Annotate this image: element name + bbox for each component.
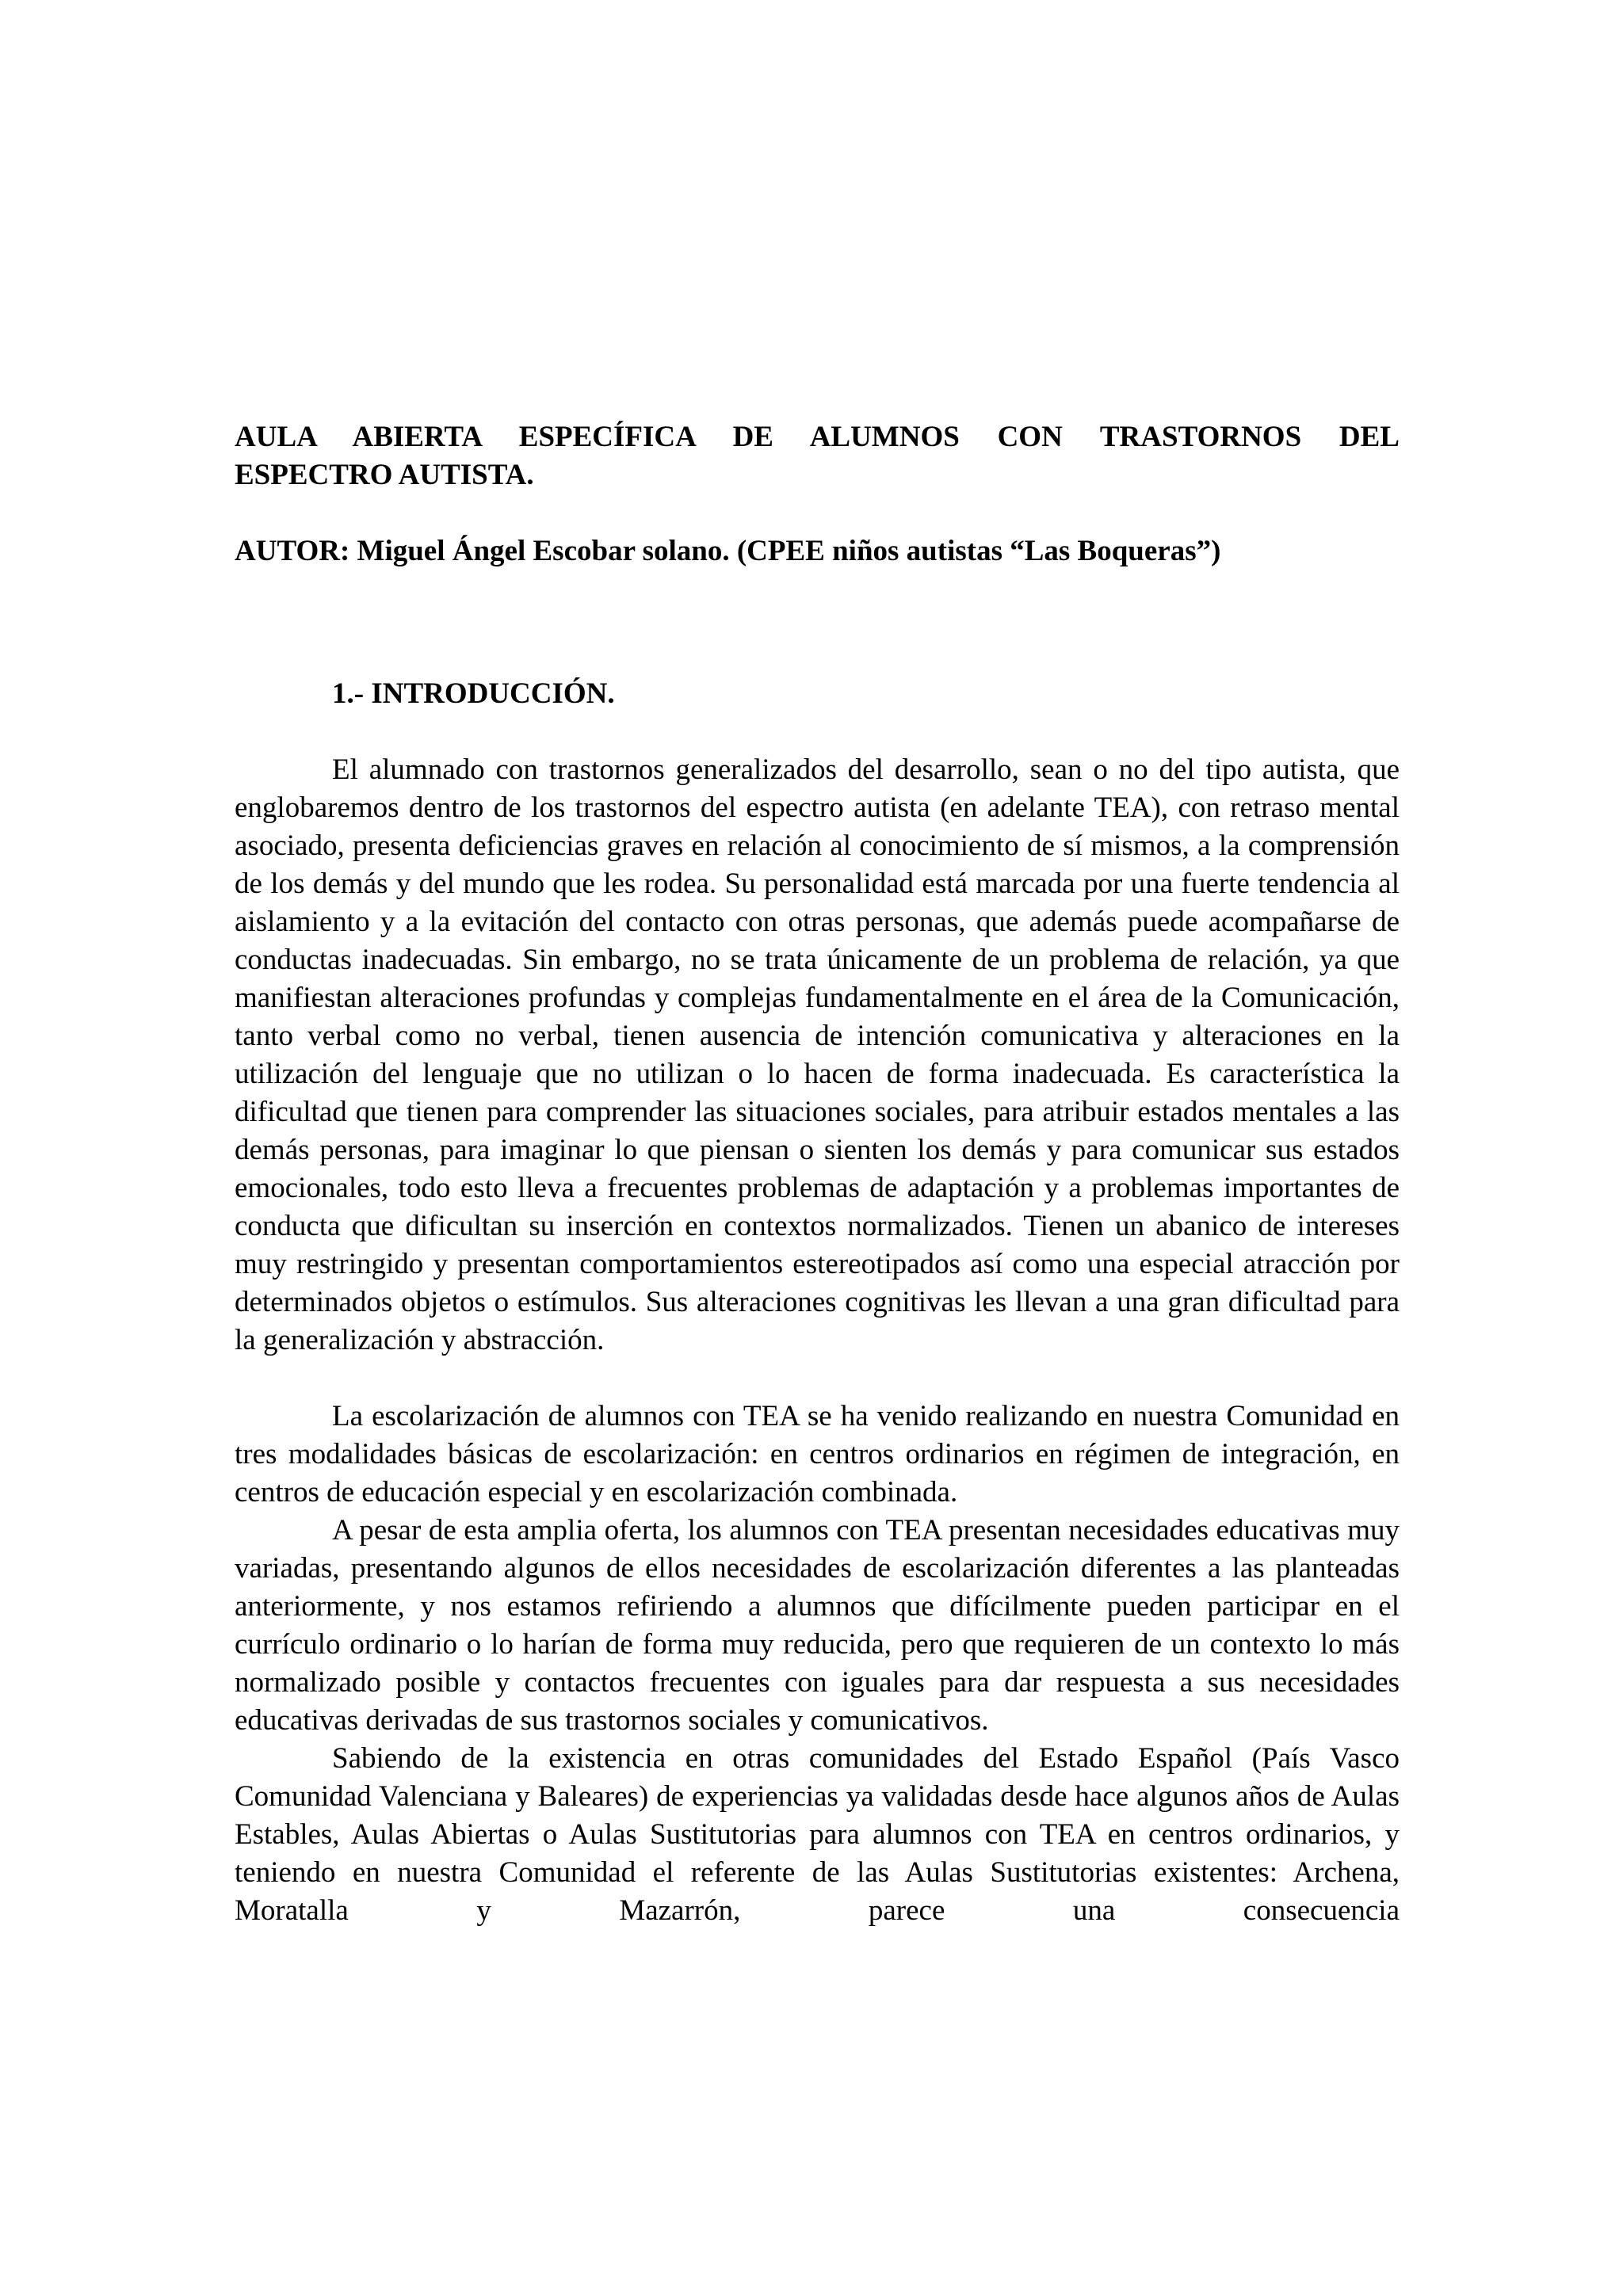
paragraph-2: La escolarización de alumnos con TEA se ha venido realizando en nuestra Comunidad en tres modalidades básicas de escolarización: en centros ordinarios en régimen de integración, en centros de educación especial y en escolarización combinada. (235, 1400, 1400, 1508)
document-title-line-1: AULA ABIERTA ESPECÍFICA DE ALUMNOS CON TRASTORNOS DEL (235, 421, 1400, 453)
section-heading-introduccion: 1.- INTRODUCCIÓN. (332, 677, 615, 710)
paragraph-1: El alumnado con trastornos generalizados del desarrollo, sean o no del tipo autista, que englobaremos dentro de los trastornos del espectro autista (en adelante TEA), con retraso mental asociado, presenta deficiencias graves en relación al conocimiento de sí mismos, a la comprensión de los demás y del mundo que les rodea. Su personalidad está marcada por una fuerte tendencia al aislamiento y a la evitación del contacto con otras personas, que además puede acompañarse de conductas inadecuadas. Sin embargo, no se trata únicamente de un problema de relación, ya que manifiestan alteraciones profundas y complejas fundamentalmente en el área de la Comunicación, tanto verbal como no verbal, tienen ausencia de intención comunicativa y alteraciones en la utilización del lenguaje que no utilizan o lo hacen de forma inadecuada. Es característica la dificultad que tienen para comprender las situaciones sociales, para atribuir estados mentales a las demás personas, para imaginar lo que piensan o sienten los demás y para comunicar sus estados emocionales, todo esto lleva a frecuentes problemas de adaptación y a problemas importantes de conducta que dificultan su inserción en contextos normalizados. Tienen un abanico de intereses muy restringido y presentan comportamientos estereotipados así como una especial atracción por determinados objetos o estímulos. Sus alteraciones cognitivas les llevan a una gran dificultad para la generalización y abstracción. (235, 753, 1400, 1356)
document-title-line-2: ESPECTRO AUTISTA. (235, 459, 534, 491)
document-title (235, 418, 1400, 494)
paragraph-4: Sabiendo de la existencia en otras comunidades del Estado Español (País Vasco Comunidad Valenciana y Baleares) de experiencias ya validadas desde hace algunos años de Aulas Estables, Aulas Abiertas o Aulas Sustitutorias para alumnos con TEA en centros ordinarios, y teniendo en nuestra Comunidad el referente de las Aulas Sustitutorias existentes: Archena, Moratalla y Mazarrón, parece una consecuencia (235, 1742, 1400, 1927)
paragraph-3: A pesar de esta amplia oferta, los alumnos con TEA presentan necesidades educativas muy variadas, presentando algunos de ellos necesidades de escolarización diferentes a las planteadas anteriormente, y nos estamos refiriendo a alumnos que difícilmente pueden participar en el currículo ordinario o lo harían de forma muy reducida, pero que requieren de un contexto lo más normalizado posible y contactos frecuentes con iguales para dar respuesta a sus necesidades educativas derivadas de sus trastornos sociales y comunicativos. (235, 1514, 1400, 1737)
document-author: AUTOR: Miguel Ángel Escobar solano. (CPEE niños autistas “Las Boqueras”) (235, 535, 1221, 567)
document-page (235, 418, 1400, 1930)
